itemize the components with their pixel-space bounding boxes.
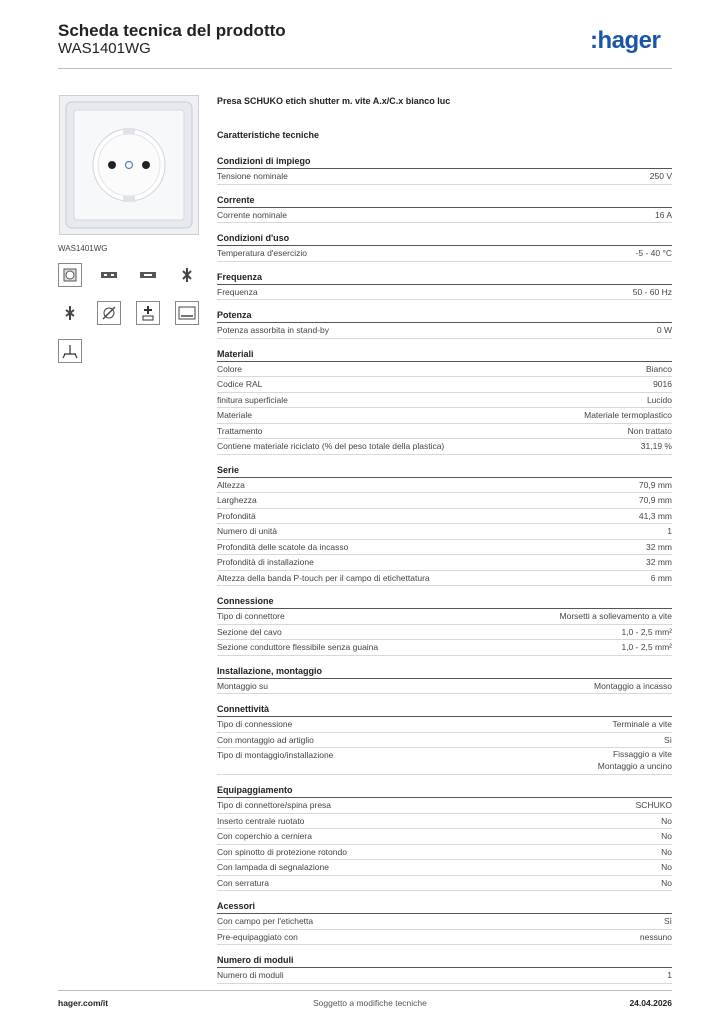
spec-row bbox=[217, 571, 672, 587]
connector-side-icon bbox=[136, 263, 160, 287]
spec-row bbox=[217, 814, 672, 830]
spec-section bbox=[217, 702, 672, 775]
spec-label: Tipo di connessione bbox=[217, 719, 293, 729]
spec-value: 70,9 mm bbox=[638, 495, 672, 505]
section-title: Connettività bbox=[217, 702, 672, 717]
section-title: Materiali bbox=[217, 347, 672, 362]
spec-value: 1 bbox=[667, 970, 672, 980]
spec-row bbox=[217, 509, 672, 525]
footer-note: Soggetto a modifiche tecniche bbox=[313, 998, 427, 1008]
section-title: Installazione, montaggio bbox=[217, 664, 672, 679]
spec-label: Potenza assorbita in stand-by bbox=[217, 325, 329, 335]
spec-label: Con montaggio ad artiglio bbox=[217, 734, 314, 745]
spec-row bbox=[217, 609, 672, 625]
screw-terminal-icon bbox=[58, 301, 82, 325]
page-title: Scheda tecnica del prodotto bbox=[58, 21, 286, 40]
spec-value: Lucido bbox=[646, 394, 672, 405]
spec-value: SCHUKO bbox=[635, 800, 672, 810]
spec-section bbox=[217, 347, 672, 455]
spec-value: Sì bbox=[663, 916, 672, 926]
spec-row bbox=[217, 914, 672, 930]
section-title: Condizioni di impiego bbox=[217, 154, 672, 169]
spec-label: Inserto centrale ruotato bbox=[217, 815, 305, 826]
spec-value: 250 V bbox=[649, 171, 672, 181]
spec-label: Altezza bbox=[217, 479, 245, 490]
spec-label: Codice RAL bbox=[217, 379, 263, 389]
spec-value: 32 mm bbox=[646, 557, 672, 567]
section-title: Condizioni d'uso bbox=[217, 231, 672, 246]
spec-label: Profondità di installazione bbox=[217, 557, 314, 567]
spec-row bbox=[217, 285, 672, 301]
spec-value: 41,3 mm bbox=[638, 510, 672, 521]
spec-label: Tipo di connettore/spina presa bbox=[217, 800, 332, 810]
spec-label: Colore bbox=[217, 363, 243, 374]
spec-label: Profondità delle scatole da incasso bbox=[217, 541, 349, 552]
spec-row bbox=[217, 555, 672, 571]
tech-characteristics-title: Caratteristiche tecniche bbox=[217, 130, 320, 140]
spec-value: Montaggio a incasso bbox=[594, 680, 672, 691]
spec-row bbox=[217, 424, 672, 440]
spec-row bbox=[217, 493, 672, 509]
section-title: Connessione bbox=[217, 594, 672, 609]
spec-section bbox=[217, 193, 672, 224]
spec-value: Terminale a vite bbox=[612, 719, 672, 729]
spec-value: No bbox=[661, 877, 672, 888]
spec-value: 6 mm bbox=[650, 572, 672, 583]
spec-label: Profondità bbox=[217, 510, 256, 521]
spec-row bbox=[217, 748, 672, 775]
section-title: Serie bbox=[217, 463, 672, 478]
spec-row bbox=[217, 362, 672, 378]
spec-section bbox=[217, 270, 672, 301]
header-divider bbox=[58, 68, 672, 69]
spec-label: Sezione del cavo bbox=[217, 626, 282, 637]
spec-value: Materiale termoplastico bbox=[584, 410, 672, 420]
footer-date: 24.04.2026 bbox=[629, 998, 672, 1008]
footer-divider bbox=[58, 990, 672, 991]
label-holder-icon bbox=[136, 301, 160, 325]
spring-terminal-icon bbox=[175, 263, 199, 287]
ground-symbol-icon bbox=[58, 339, 82, 363]
spec-value: Non trattato bbox=[627, 425, 672, 436]
spec-section bbox=[217, 463, 672, 587]
spec-value: Morsetti a sollevamento a vite bbox=[559, 611, 672, 621]
spec-value: 70,9 mm bbox=[638, 479, 672, 490]
spec-value: 1,0 - 2,5 mm² bbox=[621, 642, 672, 652]
spec-value: No bbox=[661, 815, 672, 826]
spec-value: Bianco bbox=[646, 363, 672, 374]
spec-label: Con spinotto di protezione rotondo bbox=[217, 846, 347, 857]
spec-value: -5 - 40 °C bbox=[635, 248, 672, 258]
spec-label: finitura superficiale bbox=[217, 394, 288, 405]
spec-value: Fissaggio a vite Montaggio a uncino bbox=[597, 749, 672, 771]
footer-website-link[interactable]: hager.com/it bbox=[58, 998, 109, 1008]
spec-label: Temperatura d'esercizio bbox=[217, 248, 307, 258]
spec-section bbox=[217, 783, 672, 891]
spec-row bbox=[217, 169, 672, 185]
spec-row bbox=[217, 717, 672, 733]
spec-label: Frequenza bbox=[217, 286, 258, 297]
spec-label: Larghezza bbox=[217, 495, 257, 505]
connector-icon bbox=[97, 263, 121, 287]
section-title: Acessori bbox=[217, 899, 672, 914]
spec-value: 16 A bbox=[654, 209, 672, 220]
spec-label: Montaggio su bbox=[217, 680, 269, 691]
spec-row bbox=[217, 930, 672, 946]
spec-row bbox=[217, 845, 672, 861]
spec-value: 32 mm bbox=[646, 541, 672, 552]
spec-row bbox=[217, 323, 672, 339]
spec-row bbox=[217, 439, 672, 455]
spec-value: 1,0 - 2,5 mm² bbox=[621, 626, 672, 637]
spec-label: Tensione nominale bbox=[217, 171, 288, 181]
spec-label: Materiale bbox=[217, 410, 252, 420]
product-code: WAS1401WG bbox=[58, 40, 151, 57]
spec-row bbox=[217, 798, 672, 814]
spec-label: Tipo di montaggio/installazione bbox=[217, 750, 334, 760]
spec-label: Pre-equipaggiato con bbox=[217, 931, 298, 942]
spec-row bbox=[217, 679, 672, 695]
spec-section bbox=[217, 231, 672, 262]
spec-section bbox=[217, 308, 672, 339]
spec-section bbox=[217, 154, 672, 185]
spec-row bbox=[217, 524, 672, 540]
spec-row bbox=[217, 393, 672, 409]
spec-value: 31,19 % bbox=[640, 441, 672, 451]
spec-label: Altezza della banda P-touch per il campo di etichettatura bbox=[217, 572, 430, 583]
spec-row bbox=[217, 208, 672, 224]
section-title: Numero di moduli bbox=[217, 953, 672, 968]
spec-label: Corrente nominale bbox=[217, 209, 287, 220]
spec-row bbox=[217, 625, 672, 641]
section-title: Potenza bbox=[217, 308, 672, 323]
spec-label: Contiene materiale riciclato (% del peso totale della plastica) bbox=[217, 441, 445, 451]
no-tool-icon bbox=[97, 301, 121, 325]
spec-label: Numero di moduli bbox=[217, 970, 284, 980]
spec-row bbox=[217, 860, 672, 876]
spec-row bbox=[217, 377, 672, 393]
spec-value: No bbox=[661, 862, 672, 872]
spec-row bbox=[217, 478, 672, 494]
spec-row bbox=[217, 876, 672, 892]
spec-value: 0 W bbox=[656, 325, 672, 335]
spec-value: No bbox=[661, 831, 672, 841]
spec-row bbox=[217, 733, 672, 749]
spec-label: Sezione conduttore flessibile senza guaina bbox=[217, 642, 379, 652]
section-title: Frequenza bbox=[217, 270, 672, 285]
spec-label: Con serratura bbox=[217, 877, 269, 888]
spec-value: No bbox=[661, 846, 672, 857]
socket-illustration bbox=[60, 96, 198, 234]
product-caption: WAS1401WG bbox=[58, 244, 108, 253]
spec-row bbox=[217, 246, 672, 262]
spec-section bbox=[217, 664, 672, 695]
socket-front-icon bbox=[58, 263, 82, 287]
spec-label: Trattamento bbox=[217, 425, 263, 436]
spec-table bbox=[217, 154, 672, 992]
hager-logo[interactable]: :hager bbox=[590, 27, 661, 54]
spec-section bbox=[217, 594, 672, 656]
spec-label: Con coperchio a cerniera bbox=[217, 831, 312, 841]
frame-icon bbox=[175, 301, 199, 325]
spec-value: 9016 bbox=[653, 379, 672, 389]
spec-label: Con lampada di segnalazione bbox=[217, 862, 329, 872]
spec-value: 50 - 60 Hz bbox=[632, 286, 672, 297]
spec-row bbox=[217, 408, 672, 424]
product-description: Presa SCHUKO etich shutter m. vite A.x/C.x bianco luc bbox=[217, 96, 451, 106]
spec-value: nessuno bbox=[639, 931, 672, 942]
spec-row bbox=[217, 829, 672, 845]
spec-row bbox=[217, 640, 672, 656]
spec-label: Numero di unità bbox=[217, 526, 278, 536]
product-image bbox=[59, 95, 199, 235]
spec-value: 1 bbox=[667, 526, 672, 536]
section-title: Equipaggiamento bbox=[217, 783, 672, 798]
spec-section bbox=[217, 953, 672, 984]
section-title: Corrente bbox=[217, 193, 672, 208]
spec-row bbox=[217, 540, 672, 556]
spec-section bbox=[217, 899, 672, 945]
spec-value: Sì bbox=[663, 734, 672, 745]
spec-row bbox=[217, 968, 672, 984]
spec-label: Tipo di connettore bbox=[217, 611, 285, 621]
spec-label: Con campo per l'etichetta bbox=[217, 916, 314, 926]
